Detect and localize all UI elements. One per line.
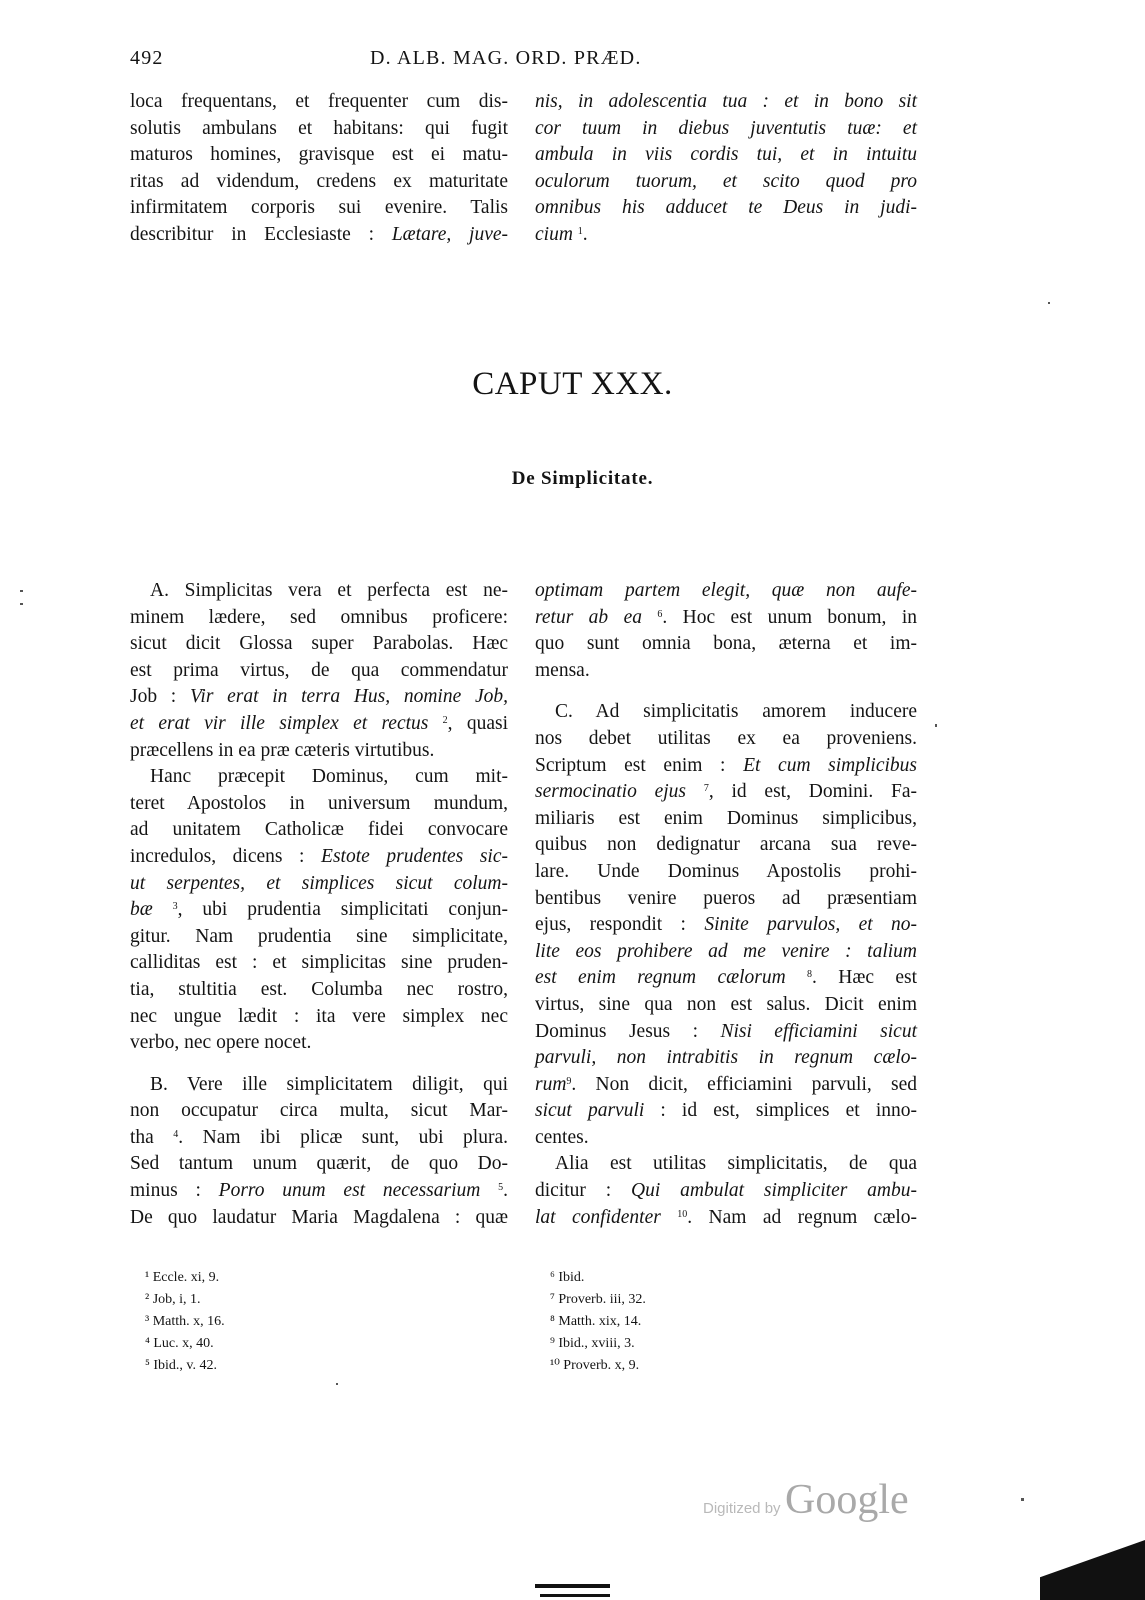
roman-text: . (503, 1180, 508, 1202)
body-right-column (535, 578, 917, 1231)
text-line (535, 726, 917, 753)
roman-text: Job : (130, 686, 190, 708)
scan-bottom-rule (535, 1584, 610, 1588)
italic-text: Et cum simplicibus (743, 754, 917, 776)
watermark-prefix: Digitized by (703, 1500, 781, 1517)
text-line (130, 711, 508, 738)
roman-text: describitur in Ecclesiaste : (130, 223, 392, 245)
text-line (535, 1178, 917, 1205)
text-line (535, 142, 917, 169)
italic-text: ut serpentes, et simplices sicut colum- (130, 872, 508, 894)
roman-text: . Nam ad regnum cælo- (687, 1206, 917, 1228)
paragraph-gap (535, 684, 917, 699)
text-line (130, 1030, 508, 1057)
footnote: ⁶ Ibid. (550, 1270, 585, 1285)
roman-text: præcellens in ea præ cæteris virtutibus. (130, 739, 435, 761)
text-line (130, 169, 508, 196)
text-line (535, 1072, 917, 1099)
chapter-title: CAPUT XXX. (472, 366, 673, 402)
footnotes-left (145, 1267, 345, 1377)
chapter-subtitle: De Simplicitate. (511, 468, 654, 489)
roman-text: centes. (535, 1126, 589, 1148)
italic-text: Estote prudentes sic- (321, 845, 508, 867)
italic-text: lat confidenter (535, 1206, 678, 1228)
text-line (130, 844, 508, 871)
text-line (130, 764, 508, 791)
roman-text: tha (130, 1126, 174, 1148)
text-line (535, 992, 917, 1019)
footnote: ¹ Eccle. xi, 9. (145, 1270, 220, 1285)
text-line (535, 806, 917, 833)
roman-text: infirmitatem corporis sui evenire. Talis (130, 197, 508, 219)
roman-text: loca frequentans, et frequenter cum dis- (130, 91, 508, 112)
roman-text: minem lædere, sed omnibus proficere: (130, 606, 508, 628)
text-line (535, 753, 917, 780)
google-logo: Google (785, 1477, 909, 1523)
text-line (130, 658, 508, 685)
roman-text: minus : (130, 1180, 219, 1202)
text-line (130, 897, 508, 924)
text-line (130, 977, 508, 1004)
text-line (130, 195, 508, 222)
roman-text: B. Vere ille simplicitatem diligit, qui (150, 1073, 508, 1095)
roman-text: , quasi (447, 712, 508, 734)
text-line (130, 605, 508, 632)
text-line (130, 1151, 508, 1178)
footnote-ref: 6 (657, 608, 663, 620)
footnote-ref: 8 (807, 969, 813, 981)
roman-text: Dominus Jesus : (535, 1020, 721, 1042)
text-line (130, 222, 508, 249)
text-line (535, 169, 917, 196)
text-line (535, 779, 917, 806)
footnote-ref: 4 (173, 1128, 179, 1140)
footnote: ⁹ Ibid., xviii, 3. (550, 1336, 635, 1351)
text-line (535, 939, 917, 966)
roman-text: tia, stultitia est. Columba nec rostro, (130, 978, 508, 1000)
text-line (535, 1205, 917, 1232)
italic-text: et erat vir ille simplex et rectus (130, 712, 443, 734)
text-line (535, 912, 917, 939)
roman-text: , ubi prudentia simplicitati conjun- (177, 899, 508, 921)
roman-text: quibus non dedignatur arcana sua reve- (535, 834, 917, 856)
scan-speck (1021, 1498, 1024, 1501)
text-line (130, 791, 508, 818)
text-line (535, 1098, 917, 1125)
roman-text: sicut dicit Glossa super Parabolas. Hæc (130, 633, 508, 655)
roman-text: incredulos, dicens : (130, 845, 322, 867)
roman-text: solutis ambulans et habitans: qui fugit (130, 117, 508, 139)
text-line (130, 116, 508, 143)
text-line (130, 578, 508, 605)
italic-text: rum (535, 1073, 567, 1095)
roman-text: ad unitatem Catholicæ fidei convocare (130, 819, 508, 841)
italic-text: Nisi efficiamini sicut (720, 1020, 917, 1042)
footnote: ⁸ Matth. xix, 14. (550, 1314, 642, 1329)
italic-text: bæ (130, 899, 173, 921)
top-left-column (130, 89, 508, 249)
italic-text: Lætare, juve- (391, 223, 509, 245)
roman-text: : id est, simplices et inno- (644, 1100, 917, 1122)
italic-text: retur ab ea (535, 606, 658, 628)
footnote: ² Job, i, 1. (145, 1292, 201, 1307)
italic-text: ambula in viis cordis tui, et in intuitu (535, 144, 917, 166)
running-title: D. ALB. MAG. ORD. PRÆD. (370, 47, 642, 69)
text-line (535, 965, 917, 992)
italic-text: omnibus his adducet te Deus in judi- (535, 197, 917, 219)
text-line (535, 631, 917, 658)
footnote-ref: 3 (172, 901, 178, 913)
roman-text: ejus, respondit : (535, 914, 705, 936)
scan-speck (20, 603, 23, 605)
roman-text: De quo laudatur Maria Magdalena : quæ (130, 1206, 508, 1228)
italic-text: Sinite parvulos, et no- (704, 914, 917, 936)
roman-text: Alia est utilitas simplicitatis, de qua (555, 1153, 917, 1175)
roman-text: maturos homines, gravisque est ei matu- (130, 144, 508, 166)
roman-text: quo sunt omnia bona, æterna et im- (535, 633, 917, 655)
footnote: ⁴ Luc. x, 40. (145, 1336, 214, 1351)
roman-text: . Nam ibi plicæ sunt, ubi plura. (178, 1126, 508, 1148)
text-line (130, 871, 508, 898)
roman-text: est prima virtus, de qua commendatur (130, 659, 508, 681)
roman-text: . Hæc est (812, 967, 918, 989)
text-line (130, 1098, 508, 1125)
scan-speck (1048, 302, 1050, 304)
footnote-ref: 5 (498, 1182, 504, 1194)
text-line (130, 817, 508, 844)
footnote-ref: 10 (677, 1208, 688, 1220)
roman-text: , id est, Domini. Fa- (708, 781, 917, 803)
text-line (130, 738, 508, 765)
roman-text: calliditas est : et simplicitas sine pruden- (130, 952, 508, 974)
text-line (130, 1004, 508, 1031)
text-line (535, 1151, 917, 1178)
scan-bottom-rule-2 (540, 1594, 610, 1597)
roman-text: . (582, 223, 588, 245)
italic-text: sermocinatio ejus (535, 781, 704, 803)
italic-text: cor tuum in diebus juventutis tuæ: et (535, 117, 917, 139)
text-line (535, 89, 917, 116)
roman-text: verbo, nec opere nocet. (130, 1032, 312, 1054)
italic-text: oculorum tuorum, et scito quod pro (535, 170, 917, 192)
roman-text: ritas ad videndum, credens ex maturitate (130, 170, 508, 192)
roman-text: A. Simplicitas vera et perfecta est ne- (150, 580, 508, 601)
page-number: 492 (130, 47, 164, 69)
footnote-ref: 1 (577, 225, 583, 237)
footnote: ³ Matth. x, 16. (145, 1314, 225, 1329)
italic-text: est enim regnum cælorum (535, 967, 808, 989)
text-line (535, 658, 917, 685)
roman-text: Hanc præcepit Dominus, cum mit- (150, 766, 508, 788)
footnote-ref: 9 (566, 1075, 572, 1087)
italic-text: Porro unum est necessarium (218, 1180, 499, 1202)
roman-text: . Non dicit, efficiamini parvuli, sed (571, 1073, 917, 1095)
footnote-ref: 2 (442, 714, 448, 726)
text-line (535, 116, 917, 143)
text-line (130, 1205, 508, 1232)
roman-text: virtus, sine qua non est salus. Dicit enim (535, 993, 917, 1015)
text-line (130, 684, 508, 711)
roman-text: dicitur : (535, 1180, 632, 1202)
text-line (535, 578, 917, 605)
roman-text: C. Ad simplicitatis amorem inducere (555, 701, 917, 723)
text-line (535, 1019, 917, 1046)
text-line (130, 1072, 508, 1099)
text-line (130, 1178, 508, 1205)
text-line (535, 195, 917, 222)
text-line (130, 950, 508, 977)
roman-text: miliaris est enim Dominus simplicibus, (535, 807, 917, 829)
text-line (535, 699, 917, 726)
text-line (535, 886, 917, 913)
roman-text: Scriptum est enim : (535, 754, 744, 776)
footnote: ⁵ Ibid., v. 42. (145, 1358, 218, 1373)
footnote: ⁷ Proverb. iii, 32. (550, 1292, 646, 1307)
roman-text: non occupatur circa multa, sicut Mar- (130, 1100, 508, 1122)
text-line (130, 924, 508, 951)
body-left-column (130, 578, 508, 1231)
italic-text: parvuli, non intrabitis in regnum cælo- (535, 1047, 917, 1069)
roman-text: bentibus venire pueros ad præsentiam (535, 887, 917, 909)
digitized-watermark (703, 1476, 909, 1524)
footnote-ref: 7 (703, 783, 709, 795)
scan-speck (336, 1383, 338, 1385)
scan-speck (20, 590, 23, 592)
roman-text: lare. Unde Dominus Apostolis prohi- (535, 860, 917, 882)
footnotes-right (550, 1267, 770, 1377)
roman-text: teret Apostolos in universum mundum, (130, 792, 508, 814)
scan-speck (935, 724, 937, 727)
top-right-column (535, 89, 917, 249)
text-line (535, 605, 917, 632)
roman-text: nos debet utilitas ex ea proveniens. (535, 727, 917, 749)
text-line (535, 222, 917, 249)
italic-text: sicut parvuli (535, 1100, 645, 1122)
text-line (130, 1125, 508, 1152)
roman-text: Sed tantum unum quærit, de quo Do- (130, 1153, 508, 1175)
text-line (535, 1125, 917, 1152)
roman-text: . Hoc est unum bonum, in (662, 606, 917, 628)
italic-text: Vir erat in terra Hus, nomine Job, (189, 686, 508, 708)
text-line (130, 631, 508, 658)
roman-text: nec ungue lædit : ita vere simplex nec (130, 1005, 508, 1027)
italic-text: Qui ambulat simpliciter ambu- (631, 1180, 917, 1202)
italic-text: optimam partem elegit, quæ non aufe- (535, 580, 917, 601)
italic-text: nis, in adolescentia tua : et in bono sit (535, 91, 917, 112)
italic-text: lite eos prohibere ad me venire : talium (535, 940, 917, 962)
roman-text: mensa. (535, 659, 590, 681)
footnote: ¹⁰ Proverb. x, 9. (550, 1358, 640, 1373)
roman-text: gitur. Nam prudentia sine simplicitate, (130, 925, 508, 947)
text-line (130, 89, 508, 116)
text-line (535, 832, 917, 859)
text-line (130, 142, 508, 169)
italic-text: cium (535, 223, 578, 245)
text-line (535, 859, 917, 886)
text-line (535, 1045, 917, 1072)
paragraph-gap (130, 1057, 508, 1072)
scan-edge-artifact (1040, 1540, 1145, 1600)
